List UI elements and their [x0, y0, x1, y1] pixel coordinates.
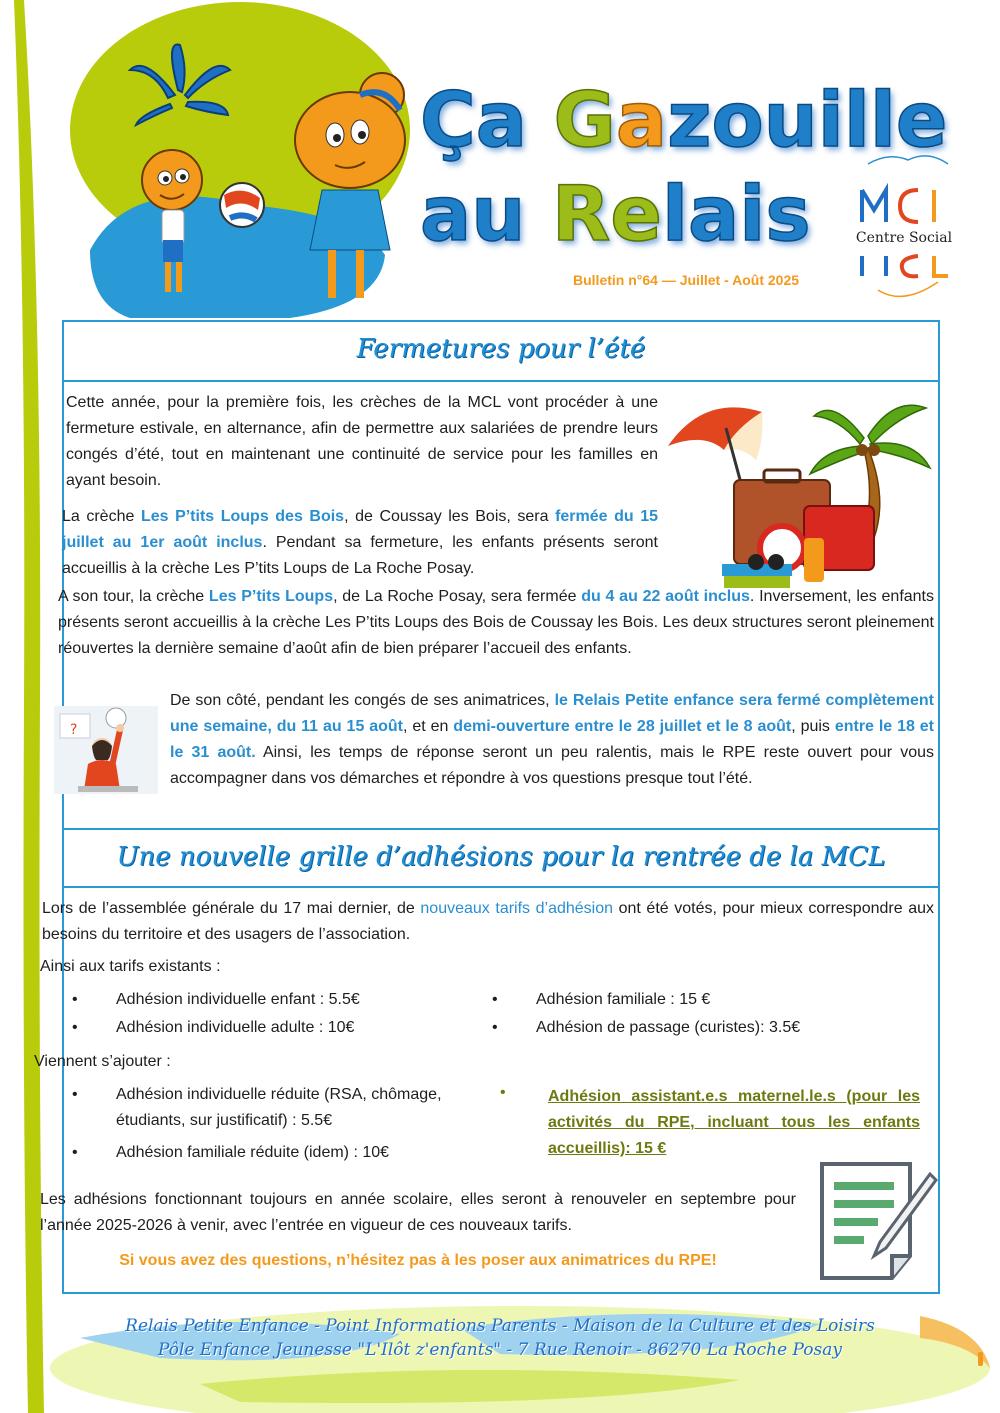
- closures-paragraph-4: [170, 688, 934, 792]
- list-item: • Adhésion individuelle enfant : 5.5€: [64, 986, 484, 1014]
- highlight: Les P’tits Loups des Bois: [140, 508, 345, 525]
- highlight: entre le 18 et le 31 août.: [170, 718, 935, 761]
- list-item: • Adhésion individuelle adulte : 10€: [64, 1014, 484, 1042]
- highlight: fermée du 15 juillet au 1er août inclus: [62, 508, 659, 551]
- highlight: demi-ouverture entre le 28 juillet et le 8 août: [453, 718, 792, 735]
- highlight: du 4 au 22 août inclus: [581, 588, 750, 605]
- list-item: • Adhésion familiale réduite (idem) : 10€: [64, 1140, 498, 1166]
- new-rate-assistant-bullet: •: [500, 1084, 506, 1101]
- section-closures-title: Fermetures pour l’été: [356, 334, 646, 364]
- text: Lors de l’assemblée générale du 17 mai dernier, de: [42, 900, 421, 917]
- text: ont été votés, pour mieux correspondre aux besoins du territoire et des usagers de l’association.: [42, 900, 935, 943]
- vacation-illustration: [664, 388, 936, 600]
- closures-paragraph-1: Cette année, pour la première fois, les crèches de la MCL vont procéder à une fermeture estivale, en alternance, afin de permettre aux salariées de prendre leurs congés d’été, tout en maintenant une continuité de service pour les familles en ayant besoin.: [66, 394, 658, 489]
- title-part: Ça: [420, 75, 554, 164]
- title-part: zouille: [667, 75, 948, 164]
- logo-label: Centre Social: [855, 230, 953, 246]
- list-item: • Adhésion de passage (curistes): 3.5€: [484, 1014, 924, 1042]
- existing-rates-right-list: [484, 986, 924, 1042]
- document-pen-icon: [818, 1160, 938, 1284]
- ball-icon: [220, 183, 264, 227]
- text: A son tour, la crèche: [58, 588, 209, 605]
- footer-line-1: Relais Petite Enfance - Point Informations Parents - Maison de la Culture et des Loisirs: [125, 1316, 875, 1336]
- closures-paragraph-2: [62, 504, 658, 582]
- mcl-logo: [848, 150, 960, 310]
- title-line-1: [420, 75, 948, 164]
- title-part: Re: [551, 169, 662, 258]
- header-illustration: [60, 0, 420, 320]
- text: , et en: [403, 718, 454, 735]
- new-rate-assistant: Adhésion assistant.e.s maternel.le.s (pour les activités du RPE, incluant tous les enfants accueillis): 15 €: [548, 1088, 920, 1157]
- bulletin-number: Bulletin n°64 — Juillet - Août 2025: [573, 272, 800, 288]
- highlight: nouveaux tarifs d’adhésion: [420, 900, 614, 917]
- text: La crèche: [62, 508, 141, 525]
- membership-intro: [42, 896, 934, 948]
- text: . Pendant sa fermeture, les enfants présents seront accueillis à la crèche Les P’tits Loups de La Roche Posay.: [62, 534, 658, 577]
- membership-closing: Les adhésions fonctionnant toujours en année scolaire, elles seront à renouveler en septembre pour l’année 2025-2026 à venir, avec l’entrée en vigueur de ces nouveaux tarifs.: [40, 1191, 796, 1234]
- highlight: le Relais Petite enfance sera fermé complètement une semaine, du 11 au 15 août: [170, 692, 934, 735]
- woman-at-desk-illustration: [50, 700, 162, 800]
- page-edge-mark: [978, 1352, 983, 1366]
- text: , de La Roche Posay, sera fermée: [333, 588, 582, 605]
- text: De son côté, pendant les congés de ses animatrices,: [170, 692, 555, 709]
- footer-line-2: Pôle Enfance Jeunesse "L'Ilôt z'enfants" - 7 Rue Renoir - 86270 La Roche Posay: [157, 1340, 843, 1360]
- new-rates-label: Viennent s’ajouter :: [34, 1053, 171, 1070]
- svg-text:?: ?: [70, 722, 78, 738]
- list-item: • Adhésion familiale : 15 €: [484, 986, 924, 1014]
- existing-rates-label: Ainsi aux tarifs existants :: [40, 958, 221, 975]
- existing-rates-left-list: [64, 986, 484, 1042]
- title-part: G: [553, 75, 616, 164]
- title-part: au: [420, 169, 552, 258]
- text: . Inversement, les enfants présents seront accueillis à la crèche Les P’tits Loups des Bois de Coussay les Bois. Les deux structures seront pleinement réouvertes la dernière semaine d’août afin de bien préparer l’accueil des enfants.: [58, 588, 935, 657]
- text: Ainsi, les temps de réponse seront un peu ralentis, mais le RPE reste ouvert pour vous accompagner dans vos démarches et répondre à vos questions presque tout l’été.: [170, 744, 935, 787]
- section-membership-title: Une nouvelle grille d’adhésions pour la rentrée de la MCL: [116, 842, 886, 872]
- title-part: lais: [661, 169, 811, 258]
- title-part: a: [615, 75, 668, 164]
- list-item: • Adhésion individuelle réduite (RSA, chômage, étudiants, sur justificatif) : 5.5€: [64, 1082, 498, 1134]
- title-line-2: [420, 169, 811, 258]
- text: , de Coussay les Bois, sera: [344, 508, 556, 525]
- questions-note: Si vous avez des questions, n’hésitez pas à les poser aux animatrices du RPE!: [119, 1252, 717, 1269]
- text: , puis: [791, 718, 835, 735]
- highlight: Les P’tits Loups: [208, 588, 334, 605]
- new-rates-left-list: [64, 1082, 498, 1166]
